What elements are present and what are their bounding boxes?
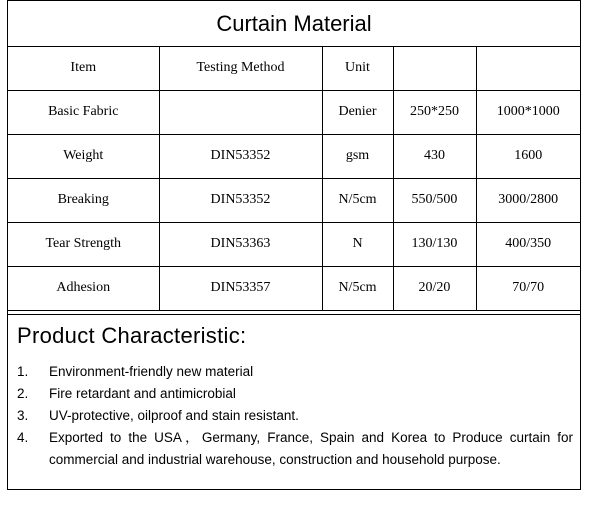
list-item-text: UV-protective, oilproof and stain resistant. xyxy=(49,408,299,423)
spec-table xyxy=(8,46,580,311)
list-item-number: 3. xyxy=(17,408,29,423)
table-row xyxy=(8,90,580,134)
header-cell-value-1 xyxy=(393,46,476,90)
list-item-number: 1. xyxy=(17,364,29,379)
list-item-number: 4. xyxy=(17,430,29,445)
cell-item: Weight xyxy=(8,134,159,178)
page-title: Curtain Material xyxy=(8,1,580,47)
cell-testing-method: DIN53352 xyxy=(159,134,322,178)
cell-testing-method: DIN53352 xyxy=(159,178,322,222)
cell-item: Tear Strength xyxy=(8,222,159,266)
cell-value-2: 400/350 xyxy=(476,222,580,266)
cell-value-2: 3000/2800 xyxy=(476,178,580,222)
cell-item: Adhesion xyxy=(8,266,159,310)
table-row xyxy=(8,134,580,178)
cell-value-1: 550/500 xyxy=(393,178,476,222)
cell-item: Basic Fabric xyxy=(8,90,159,134)
list-item xyxy=(17,361,573,383)
cell-unit: Denier xyxy=(322,90,393,134)
product-characteristics xyxy=(8,314,580,490)
cell-testing-method: DIN53363 xyxy=(159,222,322,266)
cell-unit: N xyxy=(322,222,393,266)
cell-value-1: 430 xyxy=(393,134,476,178)
table-row xyxy=(8,178,580,222)
cell-value-1: 20/20 xyxy=(393,266,476,310)
cell-value-2: 70/70 xyxy=(476,266,580,310)
spec-sheet xyxy=(7,0,581,490)
cell-value-2: 1000*1000 xyxy=(476,90,580,134)
cell-unit: N/5cm xyxy=(322,178,393,222)
table-row xyxy=(8,222,580,266)
cell-value-1: 250*250 xyxy=(393,90,476,134)
header-cell-testing-method: Testing Method xyxy=(159,46,322,90)
cell-testing-method: DIN53357 xyxy=(159,266,322,310)
cell-unit: N/5cm xyxy=(322,266,393,310)
list-item-text: Environment-friendly new material xyxy=(49,364,254,379)
list-item-text: Fire retardant and antimicrobial xyxy=(49,386,236,401)
cell-value-1: 130/130 xyxy=(393,222,476,266)
list-item xyxy=(17,427,573,471)
cell-testing-method xyxy=(159,90,322,134)
list-item xyxy=(17,405,573,427)
table-row xyxy=(8,266,580,310)
cell-item: Breaking xyxy=(8,178,159,222)
table-header-row xyxy=(8,46,580,90)
list-item xyxy=(17,383,573,405)
cell-value-2: 1600 xyxy=(476,134,580,178)
header-cell-value-2 xyxy=(476,46,580,90)
header-cell-unit: Unit xyxy=(322,46,393,90)
list-item-text: Exported to the USA，Germany, France, Spain and Korea to Produce curtain for commercial and industrial warehouse, construction and household purpose. xyxy=(49,430,573,467)
list-item-number: 2. xyxy=(17,386,29,401)
characteristics-heading: Product Characteristic: xyxy=(17,323,247,348)
characteristics-list xyxy=(17,361,573,471)
cell-unit: gsm xyxy=(322,134,393,178)
header-cell-item: Item xyxy=(8,46,159,90)
